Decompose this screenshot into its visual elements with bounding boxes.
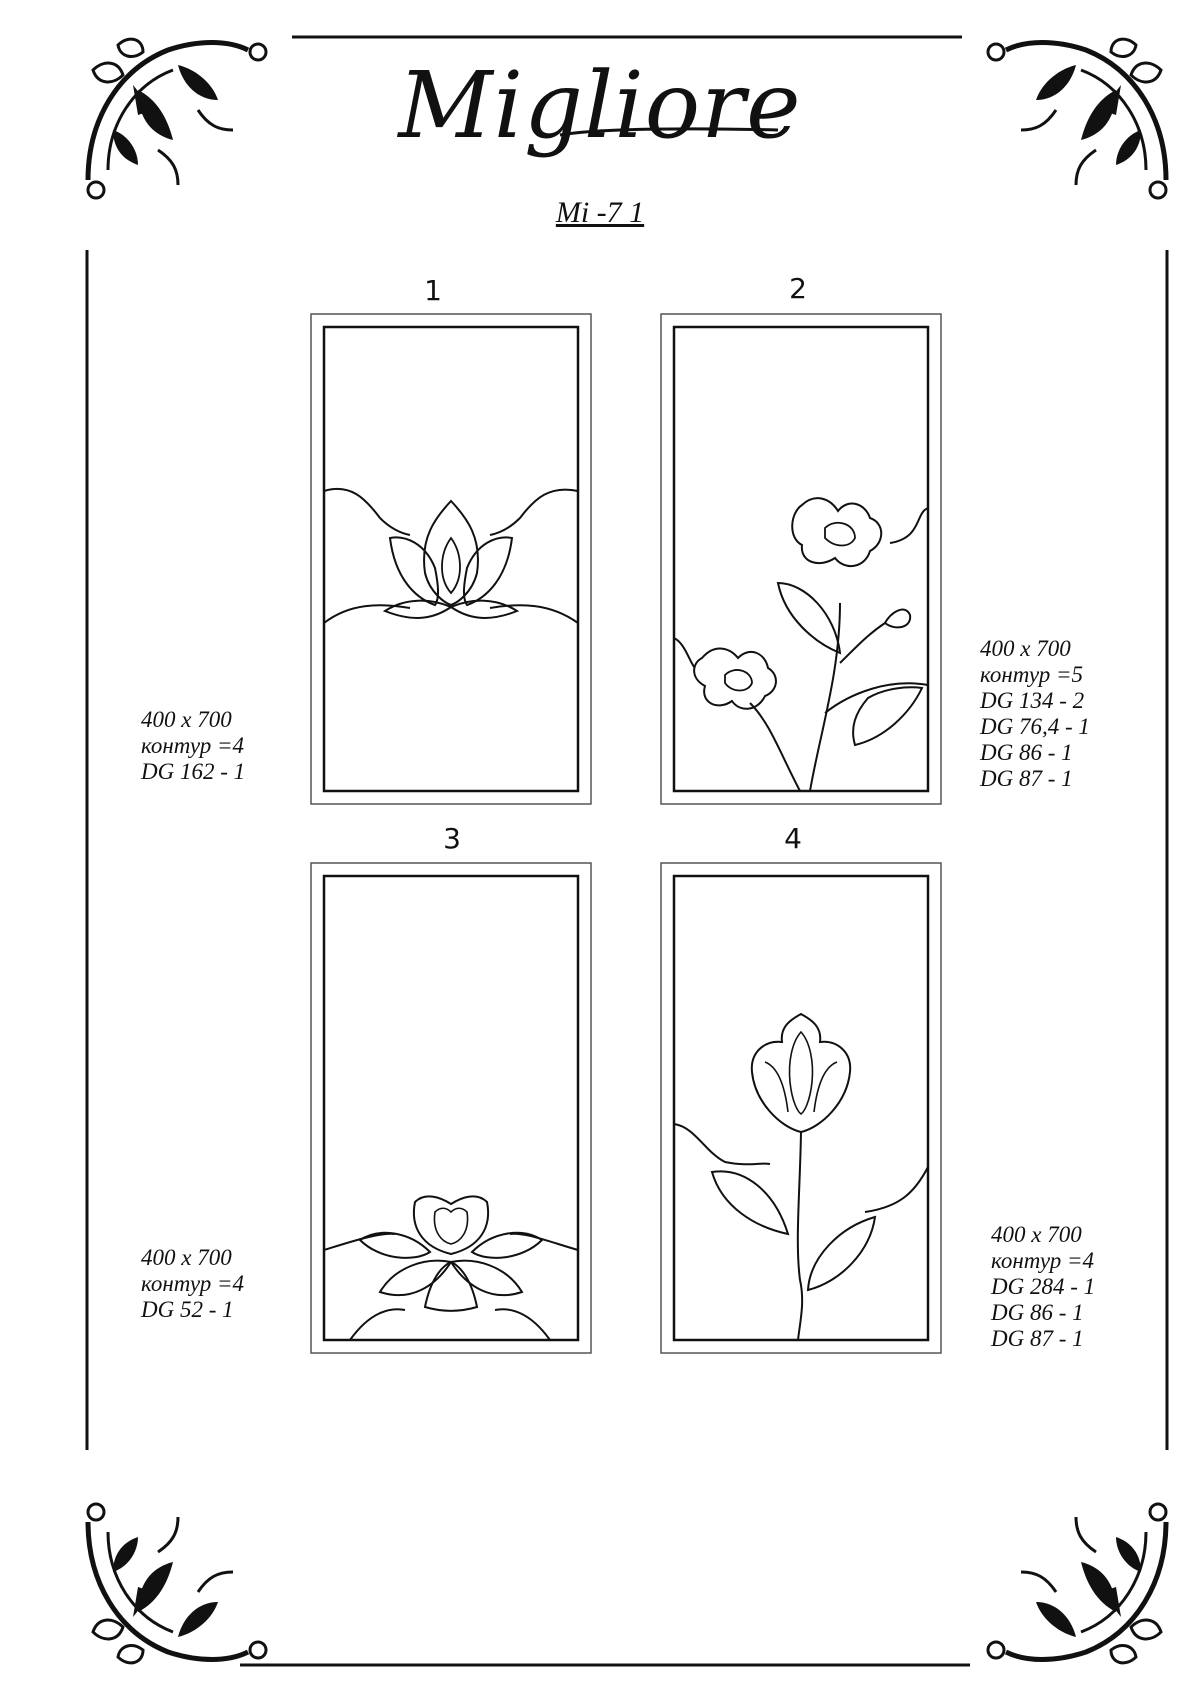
spec-line: контур =4 <box>141 1271 245 1296</box>
spec-line: DG 284 - 1 <box>991 1274 1096 1299</box>
panel-3-drawing <box>310 862 592 1354</box>
tulip-flower-icon <box>752 1014 850 1132</box>
spec-line: DG 76,4 - 1 <box>980 714 1090 739</box>
panel-3-number: 3 <box>443 822 461 855</box>
orchid-flower-lower-icon <box>694 649 776 709</box>
panel-4-number: 4 <box>784 822 802 855</box>
spec-line: DG 86 - 1 <box>991 1300 1084 1325</box>
model-code: Mi -7 1 <box>555 196 645 229</box>
panel-1-specs <box>141 707 245 785</box>
brand-title: Migliore <box>398 52 802 159</box>
panel-2-number: 2 <box>789 272 807 305</box>
lotus-flower-icon <box>385 501 517 618</box>
spec-line: 400 x 700 <box>141 707 232 732</box>
panel-3-specs <box>141 1245 244 1323</box>
panel-2-drawing <box>660 313 942 805</box>
spec-line: 400 x 700 <box>980 636 1071 661</box>
spec-line: DG 87 - 1 <box>991 1326 1084 1351</box>
lotus-flower-icon <box>360 1196 542 1310</box>
panel-4-drawing <box>660 862 942 1354</box>
corner-ornament-bottom-right-icon <box>988 1504 1166 1663</box>
spec-line: контур =4 <box>141 733 245 758</box>
panel-2-specs <box>980 636 1090 792</box>
spec-line: DG 52 - 1 <box>141 1297 234 1322</box>
corner-ornament-bottom-left-icon <box>88 1504 266 1663</box>
spec-line: контур =4 <box>991 1248 1095 1273</box>
spec-line: DG 87 - 1 <box>980 766 1073 791</box>
spec-line: контур =5 <box>980 662 1084 687</box>
panel-4-specs <box>991 1222 1095 1352</box>
spec-line: DG 134 - 2 <box>980 688 1085 713</box>
spec-line: DG 86 - 1 <box>980 740 1073 765</box>
panel-1-number: 1 <box>424 274 442 307</box>
spec-line: 400 x 700 <box>991 1222 1082 1247</box>
panel-1-drawing <box>310 313 592 805</box>
spec-line: 400 x 700 <box>141 1245 232 1270</box>
orchid-flower-upper-icon <box>792 498 881 566</box>
spec-line: DG 162 - 1 <box>141 759 246 784</box>
